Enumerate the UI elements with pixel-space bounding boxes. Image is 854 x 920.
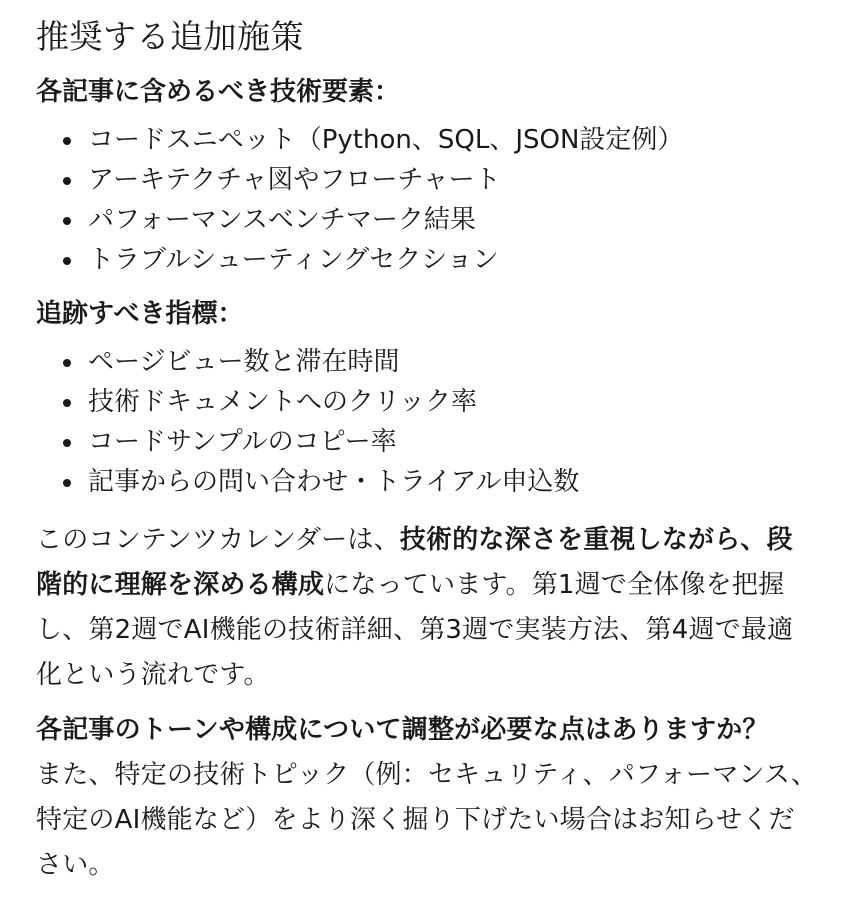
summary-paragraph [36, 518, 818, 698]
tech-elements-subheading: 各記事に含めるべき技術要素： [36, 77, 401, 107]
tech-elements-list [36, 120, 818, 280]
list-item: ページビュー数と滞在時間 [88, 342, 818, 382]
summary-emphasis: 技術的な深さを重視しながら、段階的に理解を深める構成 [36, 525, 793, 600]
list-item: コードスニペット（Python、SQL、JSON設定例） [88, 120, 818, 160]
closing-paragraph [36, 708, 818, 888]
summary-lead: このコンテンツカレンダーは、 [36, 525, 400, 555]
list-item: 記事からの問い合わせ・トライアル申込数 [88, 462, 818, 502]
list-item: コードサンプルのコピー率 [88, 422, 818, 462]
closing-question: 各記事のトーンや構成について調整が必要な点はありますか？ [36, 715, 769, 745]
summary-rest: になっています。第1週で全体像を把握し、第2週でAI機能の技術詳細、第3週で実装方法、第4週で最適化という流れです。 [36, 570, 794, 690]
section-heading: 推奨する追加施策 [36, 17, 304, 56]
metrics-subheading: 追跡すべき指標： [36, 299, 244, 329]
list-item: 技術ドキュメントへのクリック率 [88, 382, 818, 422]
closing-request: また、特定の技術トピック（例：セキュリティ、パフォーマンス、特定のAI機能など）をより深く掘り下げたい場合はお知らせください。 [36, 760, 818, 880]
list-item: アーキテクチャ図やフローチャート [88, 160, 818, 200]
metrics-list [36, 342, 818, 502]
list-item: トラブルシューティングセクション [88, 240, 818, 280]
list-item: パフォーマンスベンチマーク結果 [88, 200, 818, 240]
